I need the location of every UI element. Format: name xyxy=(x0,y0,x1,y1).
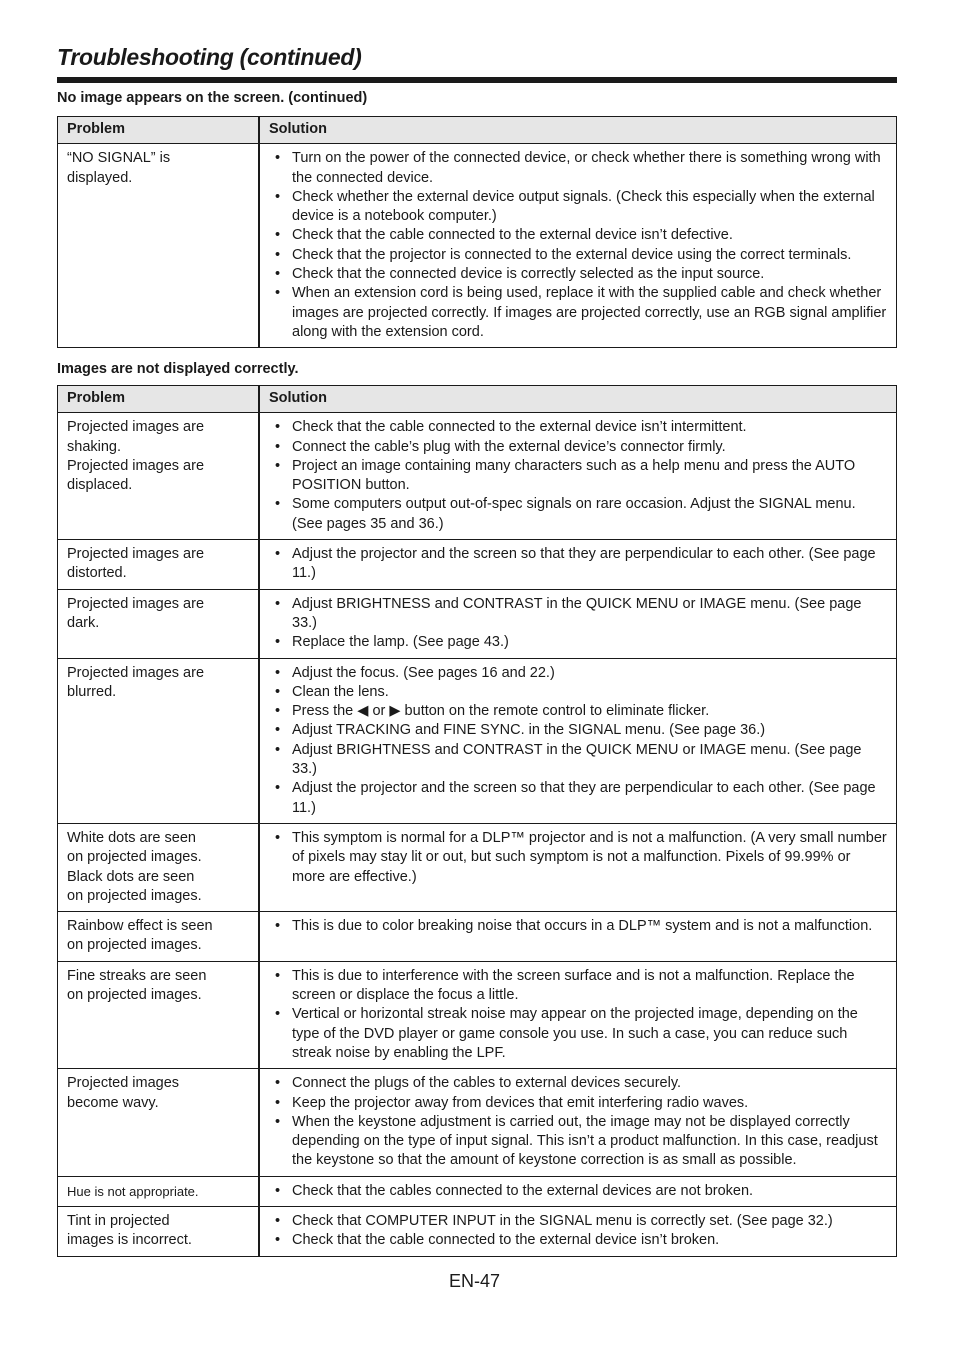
solution-list xyxy=(269,418,887,534)
solution-list xyxy=(269,664,887,818)
solution-item: • Replace the lamp. (See page 43.) xyxy=(269,633,887,652)
problem-text: shaking. xyxy=(67,438,122,455)
table-row xyxy=(58,912,897,962)
problem-text: Projected images are xyxy=(67,664,205,681)
problem-text: on projected images. xyxy=(67,937,202,954)
solution-list xyxy=(269,917,887,936)
problem-text: on projected images. xyxy=(67,849,202,866)
problem-text: Tint in projected xyxy=(67,1212,170,1229)
page-number: EN-47 xyxy=(449,1271,501,1291)
problem-cell xyxy=(58,912,260,962)
problem-text: on projected images. xyxy=(67,887,202,904)
problem-text: on projected images. xyxy=(67,987,202,1004)
solution-list xyxy=(269,545,887,584)
solution-cell xyxy=(259,1069,897,1176)
solution-cell xyxy=(259,961,897,1068)
solution-list xyxy=(269,149,887,342)
table-row xyxy=(58,589,897,658)
troubleshooting-table-images-incorrect xyxy=(57,385,897,1257)
solution-item: • Check that COMPUTER INPUT in the SIGNAL menu is correctly set. (See page 32.) xyxy=(269,1212,887,1231)
problem-text: blurred. xyxy=(67,683,117,700)
table-header-row xyxy=(58,117,897,144)
table-row xyxy=(58,658,897,823)
solution-item: • Some computers output out-of-spec signals on rare occasion. Adjust the SIGNAL menu. (See pages 35 and 36.) xyxy=(269,495,887,534)
table-row xyxy=(58,1206,897,1256)
problem-text: Projected images are xyxy=(67,419,205,436)
title-rule xyxy=(57,77,897,83)
solution-cell xyxy=(259,658,897,823)
solution-item: • Adjust the projector and the screen so that they are perpendicular to each other. (See page 11.) xyxy=(269,779,887,818)
solution-list xyxy=(269,829,887,887)
solution-list xyxy=(269,595,887,653)
problem-text: distorted. xyxy=(67,565,127,582)
problem-text: Projected images xyxy=(67,1075,180,1092)
problem-cell xyxy=(58,144,260,348)
solution-cell xyxy=(259,1176,897,1206)
solution-cell xyxy=(259,589,897,658)
solution-cell xyxy=(259,912,897,962)
section-heading-no-image: No image appears on the screen. (continued) xyxy=(57,90,368,106)
solution-item: • This symptom is normal for a DLP™ projector and is not a malfunction. (A very small number of pixels may stay lit or out, but such symptom is not a malfunction. Pixels of 99.99% or more are effective.) xyxy=(269,829,887,887)
solution-item: • Check that the connected device is correctly selected as the input source. xyxy=(269,265,887,284)
solution-cell xyxy=(259,144,897,348)
problem-cell xyxy=(58,589,260,658)
problem-text: images is incorrect. xyxy=(67,1232,192,1249)
solution-item: • Turn on the power of the connected device, or check whether there is something wrong with the connected device. xyxy=(269,149,887,188)
table-row xyxy=(58,961,897,1068)
table-row xyxy=(58,413,897,540)
problem-text: Projected images are xyxy=(67,457,205,474)
solution-list xyxy=(269,1182,887,1201)
solution-item: • Vertical or horizontal streak noise may appear on the projected image, depending on the type of the DVD player or game console you use. In such a case, you can reduce such streak noise by enabling the LPF. xyxy=(269,1005,887,1063)
section-heading-images-incorrect: Images are not displayed correctly. xyxy=(57,361,299,377)
solution-item: • Adjust the focus. (See pages 16 and 22.) xyxy=(269,664,887,683)
problem-text: displaced. xyxy=(67,477,133,494)
solution-item: • Check that the cable connected to the external device isn’t intermittent. xyxy=(269,418,887,437)
solution-item: • When the keystone adjustment is carried out, the image may not be displayed correctly depending on the type of input signal. This isn’t a product malfunction. In this case, readjust the keystone so that the amount of keystone correction is as small as possible. xyxy=(269,1113,887,1171)
solution-item: • Check that the cables connected to the external devices are not broken. xyxy=(269,1182,887,1201)
table-row xyxy=(58,144,897,348)
column-header-problem: Problem xyxy=(58,117,260,144)
troubleshooting-table-no-image xyxy=(57,116,897,348)
solution-cell xyxy=(259,540,897,590)
problem-text: Black dots are seen xyxy=(67,868,195,885)
column-header-problem: Problem xyxy=(58,386,260,413)
problem-text: Projected images are xyxy=(67,546,205,563)
solution-item: • Keep the projector away from devices that emit interfering radio waves. xyxy=(269,1094,887,1113)
solution-cell xyxy=(259,413,897,540)
problem-cell xyxy=(58,540,260,590)
solution-item: • Check that the projector is connected to the external device using the correct terminals. xyxy=(269,246,887,265)
column-header-solution: Solution xyxy=(259,386,897,413)
table-row xyxy=(58,1176,897,1206)
solution-item: • Check that the cable connected to the external device isn’t defective. xyxy=(269,226,887,245)
problem-text: displayed. xyxy=(67,169,133,186)
solution-item: • Check that the cable connected to the external device isn’t broken. xyxy=(269,1231,887,1250)
problem-cell xyxy=(58,1069,260,1176)
table-row xyxy=(58,540,897,590)
solution-cell xyxy=(259,1206,897,1256)
solution-item: • Connect the plugs of the cables to external devices securely. xyxy=(269,1074,887,1093)
problem-text: Rainbow effect is seen xyxy=(67,918,213,935)
problem-cell xyxy=(58,1176,260,1206)
solution-item: • Adjust BRIGHTNESS and CONTRAST in the QUICK MENU or IMAGE menu. (See page 33.) xyxy=(269,595,887,634)
problem-cell xyxy=(58,1206,260,1256)
solution-item: • Check whether the external device output signals. (Check this especially when the external device is a notebook computer.) xyxy=(269,188,887,227)
problem-cell xyxy=(58,961,260,1068)
problem-cell xyxy=(58,658,260,823)
solution-item: • When an extension cord is being used, replace it with the supplied cable and check whether images are projected correctly. If images are projected correctly, use an RGB signal amplifier along with the extension cord. xyxy=(269,284,887,342)
column-header-solution: Solution xyxy=(259,117,897,144)
solution-item: • Adjust BRIGHTNESS and CONTRAST in the QUICK MENU or IMAGE menu. (See page 33.) xyxy=(269,741,887,780)
problem-text: Hue is not appropriate. xyxy=(67,1183,199,1199)
solution-cell xyxy=(259,823,897,911)
table-row xyxy=(58,1069,897,1176)
problem-cell xyxy=(58,413,260,540)
table-row xyxy=(58,823,897,911)
problem-text: White dots are seen xyxy=(67,829,196,846)
solution-item: • This is due to interference with the screen surface and is not a malfunction. Replace the screen or displace the focus a little. xyxy=(269,967,887,1006)
solution-item: • Adjust TRACKING and FINE SYNC. in the SIGNAL menu. (See page 36.) xyxy=(269,721,887,740)
solution-item: • Press the ◀ or ▶ button on the remote control to eliminate flicker. xyxy=(269,702,887,721)
solution-item: • Clean the lens. xyxy=(269,683,887,702)
solution-item: • Project an image containing many characters such as a help menu and press the AUTO POSITION button. xyxy=(269,457,887,496)
problem-text: Projected images are xyxy=(67,595,205,612)
solution-list xyxy=(269,1212,887,1251)
solution-item: • Adjust the projector and the screen so that they are perpendicular to each other. (See page 11.) xyxy=(269,545,887,584)
solution-item: • Connect the cable’s plug with the external device’s connector firmly. xyxy=(269,438,887,457)
problem-text: dark. xyxy=(67,614,100,631)
solution-item: • This is due to color breaking noise that occurs in a DLP™ system and is not a malfunction. xyxy=(269,917,887,936)
problem-text: “NO SIGNAL” is xyxy=(67,150,171,167)
problem-cell xyxy=(58,823,260,911)
problem-text: Fine streaks are seen xyxy=(67,967,207,984)
solution-list xyxy=(269,1074,887,1170)
page-title: Troubleshooting (continued) xyxy=(57,44,362,70)
table-header-row xyxy=(58,386,897,413)
problem-text: become wavy. xyxy=(67,1094,159,1111)
solution-list xyxy=(269,967,887,1063)
